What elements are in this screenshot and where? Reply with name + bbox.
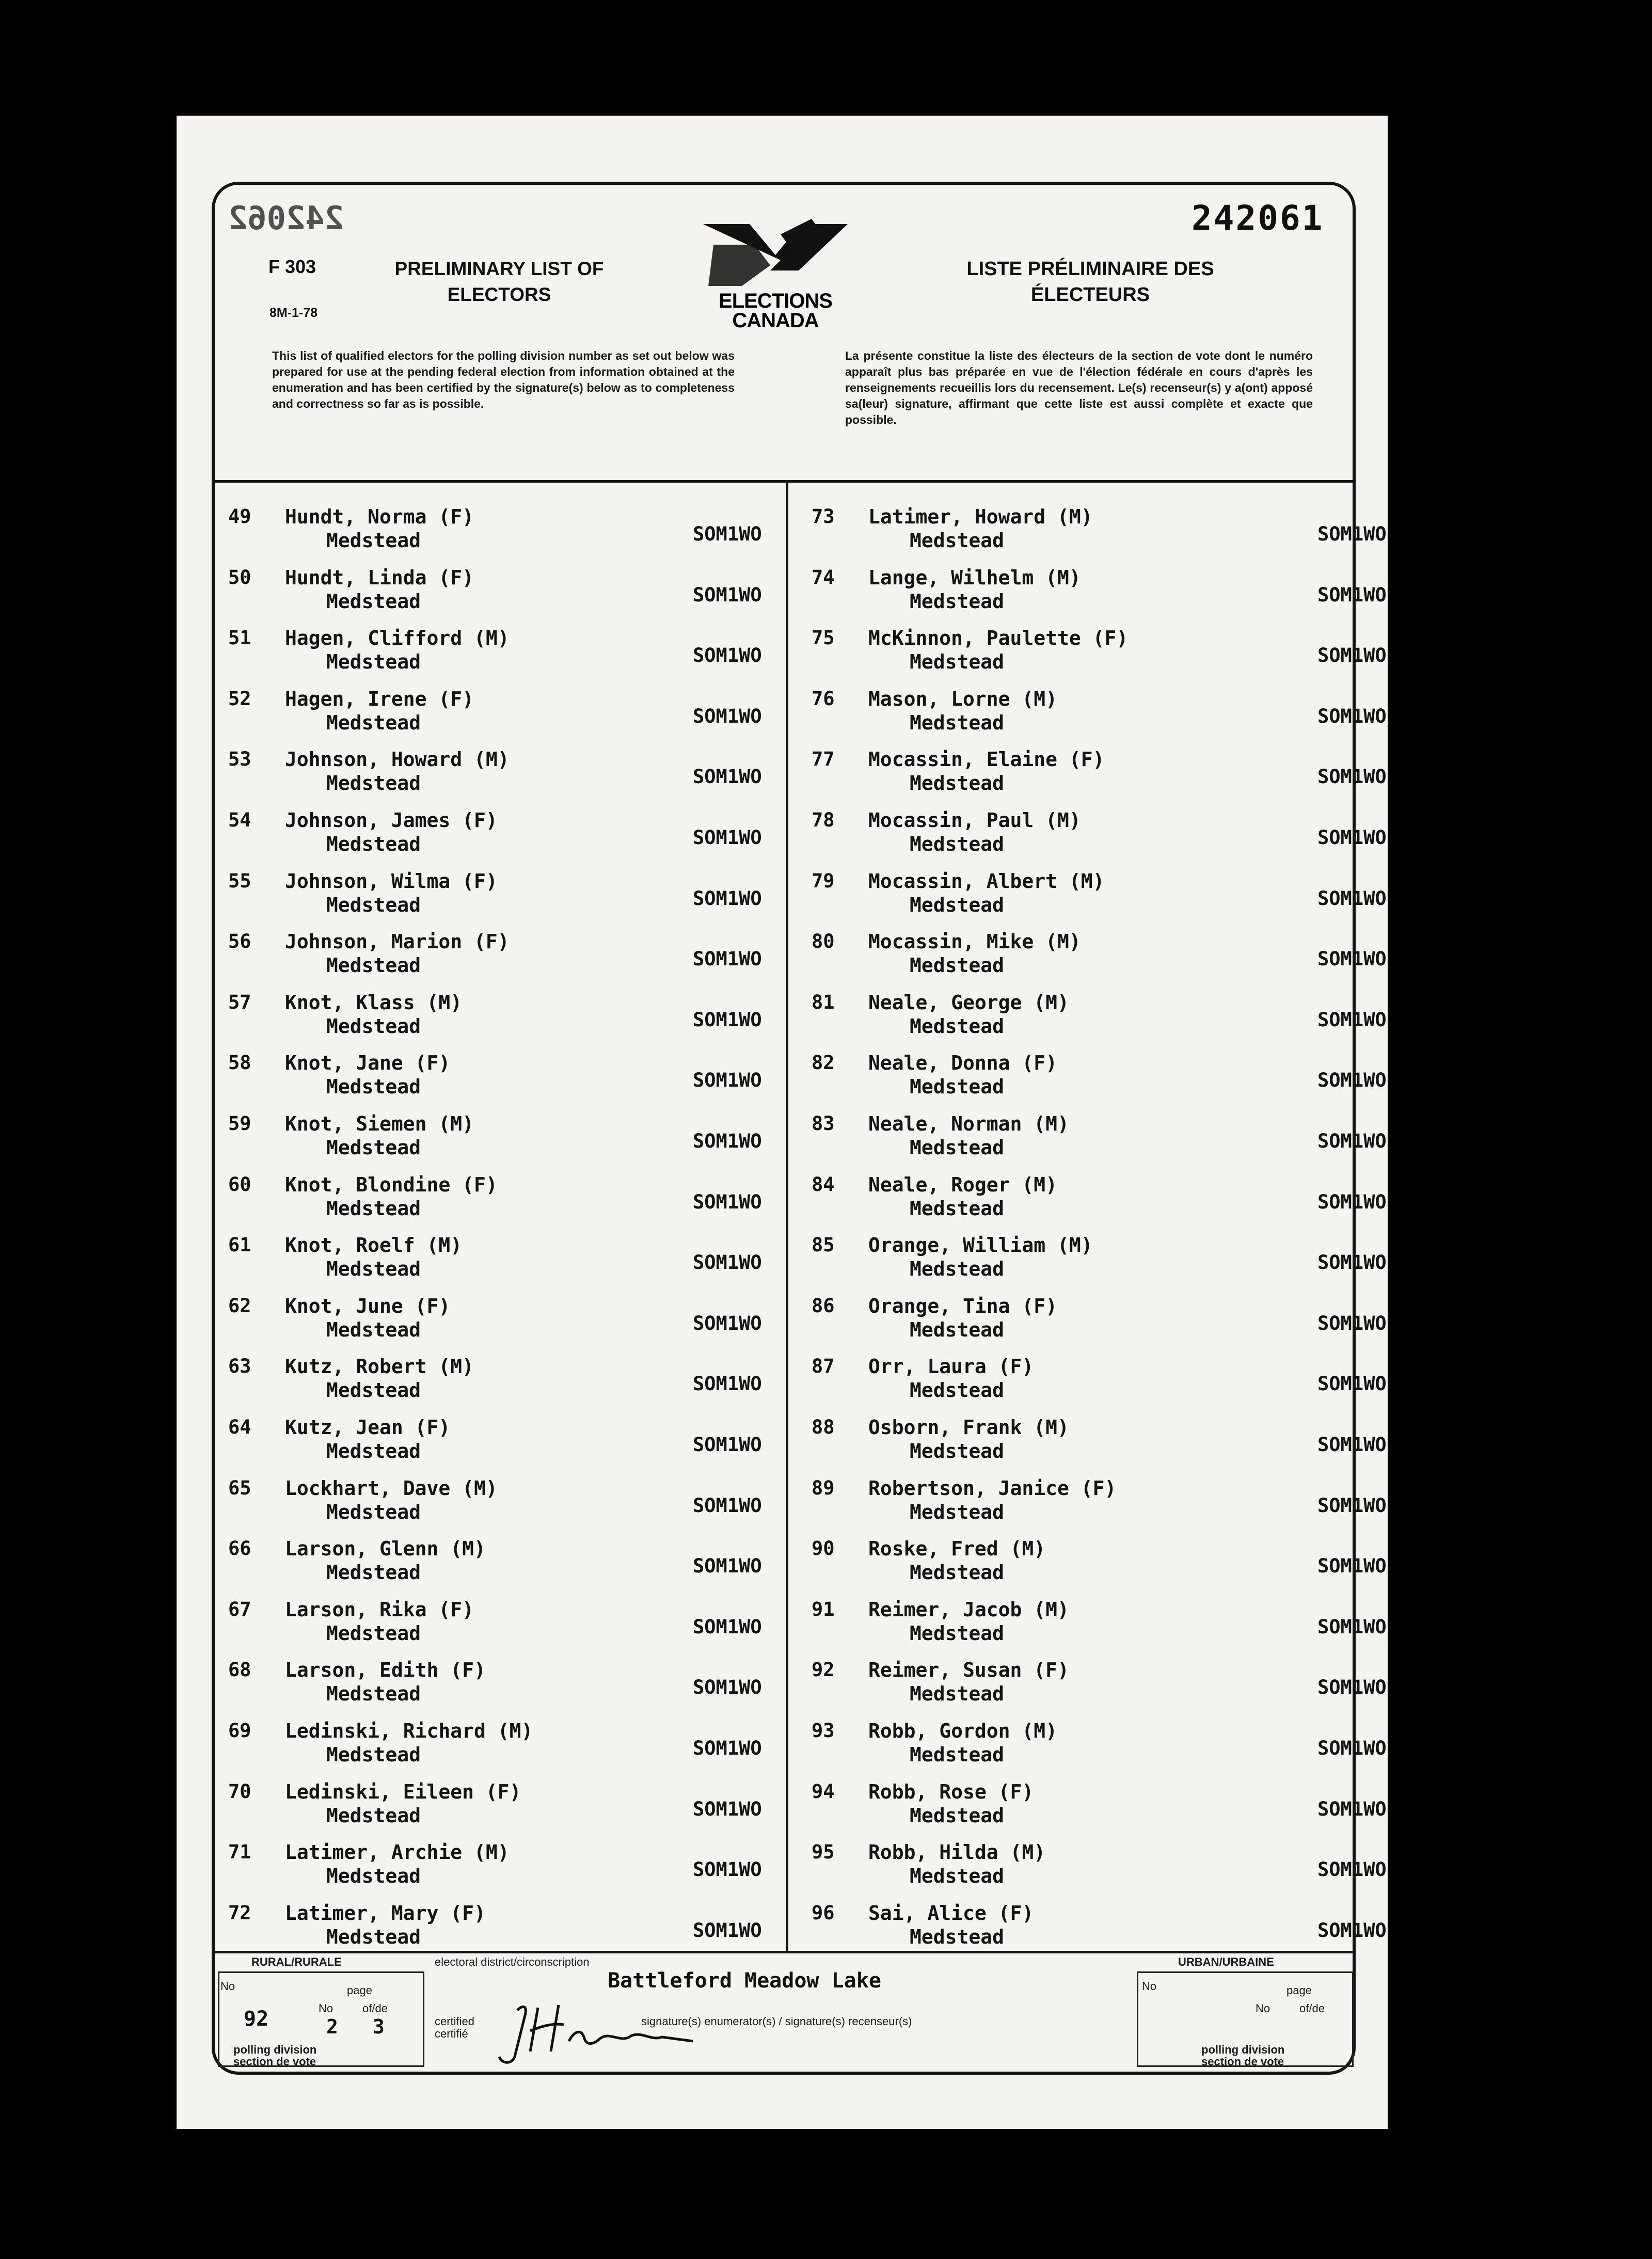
elector-entry <box>812 1659 1387 1715</box>
elections-canada-logo <box>693 214 858 332</box>
elector-place: Medstead <box>910 1440 1005 1462</box>
signature-label: signature(s) enumerator(s) / signature(s) recenseur(s) <box>641 2015 912 2028</box>
elector-number: 57 <box>228 991 251 1013</box>
elector-place: Medstead <box>326 650 421 674</box>
form-date: 8M-1-78 <box>269 306 318 320</box>
intro-english: This list of qualified electors for the polling division number as set out below was prepared for use at the pending federal election from information obtained at the enumeration and has been certified by the signature(s) below as to completeness and correctness so far as is possible. <box>272 349 735 410</box>
elector-place: Medstead <box>910 1925 1005 1948</box>
elector-postal-code: SOM1WO <box>693 766 762 788</box>
elector-postal-code: SOM1WO <box>693 644 762 667</box>
elector-place: Medstead <box>910 590 1005 613</box>
elector-place: Medstead <box>910 711 1005 734</box>
title-english-line-2: ELECTORS <box>447 284 551 305</box>
elector-name: Larson, Glenn (M) <box>285 1537 486 1561</box>
elector-postal-code: SOM1WO <box>693 887 762 910</box>
elector-number: 62 <box>228 1294 251 1317</box>
document-sheet <box>177 116 1388 2129</box>
elector-number: 79 <box>812 869 835 892</box>
elector-place: Medstead <box>910 772 1005 795</box>
elector-place: Medstead <box>326 1865 421 1888</box>
elector-place: Medstead <box>910 1318 1005 1341</box>
elector-name: Ledinski, Richard (M) <box>285 1720 533 1742</box>
page-number: 2 <box>326 2015 338 2038</box>
elector-name: Hagen, Clifford (M) <box>285 627 510 650</box>
elector-name: Robb, Gordon (M) <box>868 1720 1058 1742</box>
elector-number: 81 <box>812 991 835 1013</box>
elector-name: Knot, June (F) <box>285 1294 451 1317</box>
page-of: 3 <box>373 2015 385 2038</box>
elector-postal-code: SOM1WO <box>693 1555 762 1578</box>
elector-number: 94 <box>812 1780 835 1803</box>
elector-postal-code: SOM1WO <box>693 1130 762 1152</box>
elector-postal-code: SOM1WO <box>1317 1434 1387 1456</box>
elector-number: 76 <box>812 687 835 710</box>
elector-name: Mocassin, Albert (M) <box>868 869 1105 893</box>
district-value: Battleford Meadow Lake <box>608 1969 881 1993</box>
elector-postal-code: SOM1WO <box>1317 1555 1387 1578</box>
elector-name: Lockhart, Dave (M) <box>285 1476 498 1500</box>
logo-text-line-1: ELECTIONS <box>719 290 832 312</box>
rural-no-de-label: No <box>319 2002 333 2015</box>
elector-place: Medstead <box>326 772 421 795</box>
elector-name: Lange, Wilhelm (M) <box>868 566 1081 589</box>
urban-of-label: of/de <box>1299 2002 1325 2015</box>
elector-number: 74 <box>812 566 835 588</box>
elector-number: 86 <box>812 1294 835 1317</box>
elector-entry <box>228 687 762 744</box>
rural-page-label: page <box>347 1984 372 1997</box>
elector-postal-code: SOM1WO <box>693 1373 762 1395</box>
rural-no-label: No <box>220 1980 235 1993</box>
elector-postal-code: SOM1WO <box>1317 1008 1387 1031</box>
elector-name: Larson, Edith (F) <box>285 1659 486 1682</box>
elector-postal-code: SOM1WO <box>693 1494 762 1517</box>
elector-place: Medstead <box>910 1197 1005 1220</box>
elector-postal-code: SOM1WO <box>693 1858 762 1881</box>
rural-of-label: of/de <box>362 2002 388 2015</box>
elector-number: 92 <box>812 1659 835 1681</box>
elector-name: Hagen, Irene (F) <box>285 687 474 710</box>
elector-number: 80 <box>812 930 835 953</box>
elector-postal-code: SOM1WO <box>1317 1373 1387 1395</box>
elector-postal-code: SOM1WO <box>693 1615 762 1638</box>
elector-entry <box>812 1720 1387 1776</box>
elector-number: 52 <box>228 687 251 710</box>
elector-name: Johnson, Howard (M) <box>285 748 510 771</box>
elector-entry <box>228 627 762 683</box>
enumerator-signature <box>486 1995 719 2067</box>
elector-entry <box>812 930 1387 987</box>
elector-name: Knot, Roelf (M) <box>285 1234 463 1257</box>
elector-postal-code: SOM1WO <box>1317 1494 1387 1517</box>
elector-entry <box>812 809 1387 866</box>
elector-number: 89 <box>812 1476 835 1499</box>
elector-place: Medstead <box>910 1865 1005 1888</box>
elector-place: Medstead <box>910 1621 1005 1645</box>
elector-entry <box>812 991 1387 1048</box>
elector-postal-code: SOM1WO <box>693 1676 762 1699</box>
elector-number: 78 <box>812 809 835 831</box>
elector-entry <box>228 991 762 1048</box>
elector-place: Medstead <box>326 1561 421 1584</box>
elector-name: Knot, Blondine (F) <box>285 1173 498 1196</box>
elector-number: 53 <box>228 748 251 771</box>
elector-postal-code: SOM1WO <box>693 1434 762 1456</box>
elector-place: Medstead <box>326 1258 421 1281</box>
polling-division-number: 92 <box>244 2007 269 2031</box>
elector-entry <box>228 1052 762 1108</box>
elector-number: 60 <box>228 1173 251 1196</box>
elector-name: Robb, Hilda (M) <box>868 1841 1046 1864</box>
elector-entry <box>228 869 762 927</box>
form-code: F 303 <box>268 256 316 277</box>
elector-place: Medstead <box>326 1682 421 1706</box>
elector-place: Medstead <box>910 1804 1005 1827</box>
elector-name: Hundt, Linda (F) <box>285 566 474 589</box>
urban-page-label: page <box>1286 1984 1312 1997</box>
elector-entry <box>228 566 762 623</box>
elector-entry <box>228 1294 762 1351</box>
elector-name: Johnson, James (F) <box>285 809 498 832</box>
elector-number: 96 <box>812 1901 835 1924</box>
elector-entry <box>228 1780 762 1837</box>
title-french <box>920 256 1261 308</box>
elector-name: Knot, Jane (F) <box>285 1052 451 1075</box>
elector-entry <box>812 1355 1387 1412</box>
elector-name: Latimer, Howard (M) <box>868 505 1093 528</box>
elector-postal-code: SOM1WO <box>693 1797 762 1820</box>
elector-name: Neale, Donna (F) <box>868 1052 1058 1075</box>
serial-number: 242061 <box>1192 198 1324 238</box>
elector-number: 88 <box>812 1416 835 1438</box>
elector-name: McKinnon, Paulette (F) <box>868 627 1129 650</box>
elector-number: 67 <box>228 1598 251 1620</box>
elector-entry <box>228 1537 762 1594</box>
elector-place: Medstead <box>326 1804 421 1827</box>
elector-place: Medstead <box>910 1743 1005 1766</box>
elector-place: Medstead <box>326 529 421 552</box>
polling-division-label: polling division <box>233 2043 317 2056</box>
elector-place: Medstead <box>910 893 1005 916</box>
elector-number: 83 <box>812 1112 835 1135</box>
elector-entry <box>228 809 762 866</box>
elector-name: Orr, Laura (F) <box>868 1355 1034 1378</box>
elector-place: Medstead <box>326 1500 421 1523</box>
elector-entry <box>812 1112 1387 1169</box>
elector-postal-code: SOM1WO <box>1317 705 1387 727</box>
elector-name: Mocassin, Paul (M) <box>868 809 1081 832</box>
elector-postal-code: SOM1WO <box>1317 887 1387 910</box>
urban-no-label: No <box>1142 1980 1157 1993</box>
elector-name: Knot, Siemen (M) <box>285 1112 474 1135</box>
signature-graphic <box>486 1995 719 2067</box>
urban-label: URBAN/URBAINE <box>1178 1955 1274 1968</box>
elector-number: 75 <box>812 627 835 649</box>
elector-number: 63 <box>228 1355 251 1378</box>
elector-entry <box>228 1476 762 1534</box>
elector-place: Medstead <box>326 590 421 613</box>
elector-name: Kutz, Robert (M) <box>285 1355 474 1378</box>
elector-name: Osborn, Frank (M) <box>868 1416 1069 1439</box>
elector-entry <box>228 1112 762 1169</box>
elector-postal-code: SOM1WO <box>1317 826 1387 849</box>
elector-postal-code: SOM1WO <box>1317 1858 1387 1881</box>
elector-entry <box>812 1476 1387 1534</box>
elector-postal-code: SOM1WO <box>1317 1615 1387 1638</box>
elector-postal-code: SOM1WO <box>693 583 762 606</box>
elector-number: 50 <box>228 566 251 588</box>
title-english <box>383 256 615 308</box>
elector-name: Hundt, Norma (F) <box>285 505 474 528</box>
elector-name: Sai, Alice (F) <box>868 1901 1034 1924</box>
elector-place: Medstead <box>326 1014 421 1038</box>
elector-place: Medstead <box>326 1925 421 1948</box>
elector-place: Medstead <box>326 1075 421 1099</box>
footer-divider <box>215 1951 1353 1953</box>
elector-name: Johnson, Marion (F) <box>285 930 510 953</box>
district-label: electoral district/circonscription <box>435 1955 590 1968</box>
elections-canada-logo-mark <box>693 214 858 296</box>
elector-postal-code: SOM1WO <box>693 1312 762 1334</box>
elector-number: 73 <box>812 505 835 528</box>
elector-entry <box>812 1173 1387 1230</box>
elector-number: 84 <box>812 1173 835 1196</box>
elector-place: Medstead <box>910 1682 1005 1706</box>
elector-postal-code: SOM1WO <box>693 1737 762 1759</box>
elector-place: Medstead <box>326 954 421 977</box>
urban-no-de-label: No <box>1256 2002 1270 2015</box>
elector-entry <box>812 1294 1387 1351</box>
elector-entry <box>228 1901 762 1959</box>
elector-postal-code: SOM1WO <box>1317 1797 1387 1820</box>
column-divider <box>786 482 788 1953</box>
elector-postal-code: SOM1WO <box>1317 644 1387 667</box>
elector-number: 61 <box>228 1234 251 1256</box>
elector-entry <box>228 1173 762 1230</box>
elector-number: 68 <box>228 1659 251 1681</box>
elector-number: 90 <box>812 1537 835 1560</box>
elector-entry <box>812 1052 1387 1108</box>
elector-place: Medstead <box>326 1379 421 1402</box>
elector-number: 59 <box>228 1112 251 1135</box>
elector-entry <box>812 1234 1387 1291</box>
elector-number: 70 <box>228 1780 251 1803</box>
elector-place: Medstead <box>326 893 421 916</box>
elector-postal-code: SOM1WO <box>1317 523 1387 545</box>
elector-place: Medstead <box>910 1014 1005 1038</box>
elector-postal-code: SOM1WO <box>1317 766 1387 788</box>
elector-place: Medstead <box>910 1561 1005 1584</box>
elector-name: Johnson, Wilma (F) <box>285 869 498 893</box>
elector-postal-code: SOM1WO <box>1317 1312 1387 1334</box>
elector-place: Medstead <box>910 954 1005 977</box>
elector-number: 51 <box>228 627 251 649</box>
elector-entry <box>228 930 762 987</box>
elector-name: Knot, Klass (M) <box>285 991 463 1014</box>
elector-number: 65 <box>228 1476 251 1499</box>
certifie-label: certifié <box>435 2027 468 2040</box>
elector-entry <box>812 505 1387 562</box>
elector-name: Latimer, Archie (M) <box>285 1841 510 1864</box>
rural-label: RURAL/RURALE <box>251 1955 342 1968</box>
elector-number: 87 <box>812 1355 835 1378</box>
elector-entry <box>812 1416 1387 1473</box>
elector-entry <box>228 1841 762 1898</box>
elector-entry <box>812 566 1387 623</box>
elector-name: Reimer, Jacob (M) <box>868 1598 1069 1621</box>
logo-text-line-2: CANADA <box>732 309 819 332</box>
elector-place: Medstead <box>910 1136 1005 1159</box>
elector-postal-code: SOM1WO <box>1317 1069 1387 1092</box>
elector-entry <box>812 1901 1387 1959</box>
elector-postal-code: SOM1WO <box>1317 583 1387 606</box>
elector-name: Orange, Tina (F) <box>868 1294 1058 1317</box>
section-de-vote-label: section de vote <box>233 2055 316 2068</box>
elector-postal-code: SOM1WO <box>1317 1676 1387 1699</box>
elector-name: Orange, William (M) <box>868 1234 1093 1257</box>
elector-number: 93 <box>812 1720 835 1742</box>
elector-entry <box>228 1234 762 1291</box>
elector-entry <box>228 1720 762 1776</box>
elector-place: Medstead <box>326 1743 421 1766</box>
elector-name: Mason, Lorne (M) <box>868 687 1058 710</box>
elector-entry <box>228 1659 762 1715</box>
elector-number: 71 <box>228 1841 251 1864</box>
elector-name: Larson, Rika (F) <box>285 1598 474 1621</box>
elector-name: Kutz, Jean (F) <box>285 1416 451 1439</box>
elector-postal-code: SOM1WO <box>693 705 762 727</box>
elector-entry <box>812 627 1387 683</box>
elector-postal-code: SOM1WO <box>1317 1919 1387 1942</box>
elector-place: Medstead <box>326 833 421 855</box>
certified-label: certified <box>435 2015 475 2028</box>
elector-place: Medstead <box>910 833 1005 855</box>
elector-postal-code: SOM1WO <box>693 1008 762 1031</box>
elector-place: Medstead <box>910 529 1005 552</box>
urban-polling-division-label: polling division <box>1201 2043 1285 2056</box>
elector-place: Medstead <box>910 1500 1005 1523</box>
elector-postal-code: SOM1WO <box>1317 1251 1387 1274</box>
elector-postal-code: SOM1WO <box>693 1069 762 1092</box>
elector-number: 55 <box>228 869 251 892</box>
elector-entry <box>812 1841 1387 1898</box>
elector-entry <box>812 869 1387 927</box>
elector-postal-code: SOM1WO <box>693 1190 762 1213</box>
elector-entry <box>228 505 762 562</box>
elector-place: Medstead <box>910 1075 1005 1099</box>
elector-place: Medstead <box>326 1136 421 1159</box>
elector-number: 77 <box>812 748 835 771</box>
elector-number: 72 <box>228 1901 251 1924</box>
elector-entry <box>228 1416 762 1473</box>
elector-number: 66 <box>228 1537 251 1560</box>
elector-postal-code: SOM1WO <box>693 948 762 971</box>
elector-postal-code: SOM1WO <box>693 1251 762 1274</box>
elector-place: Medstead <box>326 1318 421 1341</box>
elector-number: 49 <box>228 505 251 528</box>
elector-place: Medstead <box>326 1621 421 1645</box>
elector-name: Mocassin, Elaine (F) <box>868 748 1105 771</box>
elector-name: Neale, Norman (M) <box>868 1112 1069 1135</box>
elector-place: Medstead <box>910 650 1005 674</box>
elector-postal-code: SOM1WO <box>1317 1737 1387 1759</box>
elector-number: 69 <box>228 1720 251 1742</box>
elector-number: 95 <box>812 1841 835 1864</box>
elector-name: Neale, George (M) <box>868 991 1069 1014</box>
elector-number: 54 <box>228 809 251 831</box>
elector-name: Neale, Roger (M) <box>868 1173 1058 1196</box>
elector-place: Medstead <box>910 1258 1005 1281</box>
elector-entry <box>812 1780 1387 1837</box>
elector-postal-code: SOM1WO <box>693 523 762 545</box>
elector-name: Robertson, Janice (F) <box>868 1476 1117 1500</box>
elector-postal-code: SOM1WO <box>1317 1190 1387 1213</box>
urban-section-de-vote-label: section de vote <box>1201 2055 1284 2068</box>
elector-postal-code: SOM1WO <box>1317 1130 1387 1152</box>
elector-place: Medstead <box>910 1379 1005 1402</box>
form-number-mirrored: 242062 <box>228 199 344 237</box>
elector-entry <box>228 1598 762 1655</box>
header-divider <box>215 480 1353 483</box>
elector-name: Ledinski, Eileen (F) <box>285 1780 521 1803</box>
elector-entry <box>812 687 1387 744</box>
elector-place: Medstead <box>326 711 421 734</box>
elector-entry <box>812 1598 1387 1655</box>
elector-entry <box>812 1537 1387 1594</box>
elector-place: Medstead <box>326 1440 421 1462</box>
elector-postal-code: SOM1WO <box>693 826 762 849</box>
elector-entry <box>228 1355 762 1412</box>
elector-number: 64 <box>228 1416 251 1438</box>
elector-name: Latimer, Mary (F) <box>285 1901 486 1924</box>
elector-postal-code: SOM1WO <box>693 1919 762 1942</box>
logo-text <box>693 291 858 330</box>
elector-postal-code: SOM1WO <box>1317 948 1387 971</box>
elector-entry <box>228 748 762 805</box>
elector-name: Roske, Fred (M) <box>868 1537 1046 1561</box>
elector-place: Medstead <box>326 1197 421 1220</box>
title-french-line-1: LISTE PRÉLIMINAIRE DES <box>966 258 1214 280</box>
elector-number: 56 <box>228 930 251 953</box>
elector-name: Mocassin, Mike (M) <box>868 930 1081 953</box>
title-english-line-1: PRELIMINARY LIST OF <box>394 258 604 279</box>
elector-name: Robb, Rose (F) <box>868 1780 1034 1803</box>
elector-number: 82 <box>812 1052 835 1074</box>
intro-french: La présente constitue la liste des électeurs de la section de vote dont le numéro apparaît plus bas préparée en vue de l'élection fédérale en cours d'après les renseignements recueillis lors du recensement. Le(s) recenseur(s) y a(ont) apposé sa(leur) signature, affirmant que cette liste est aussi complète et exacte que possible. <box>845 349 1313 426</box>
elector-number: 58 <box>228 1052 251 1074</box>
elector-entry <box>812 748 1387 805</box>
elector-number: 85 <box>812 1234 835 1256</box>
elector-number: 91 <box>812 1598 835 1620</box>
title-french-line-2: ÉLECTEURS <box>1030 284 1150 306</box>
elector-name: Reimer, Susan (F) <box>868 1659 1069 1682</box>
